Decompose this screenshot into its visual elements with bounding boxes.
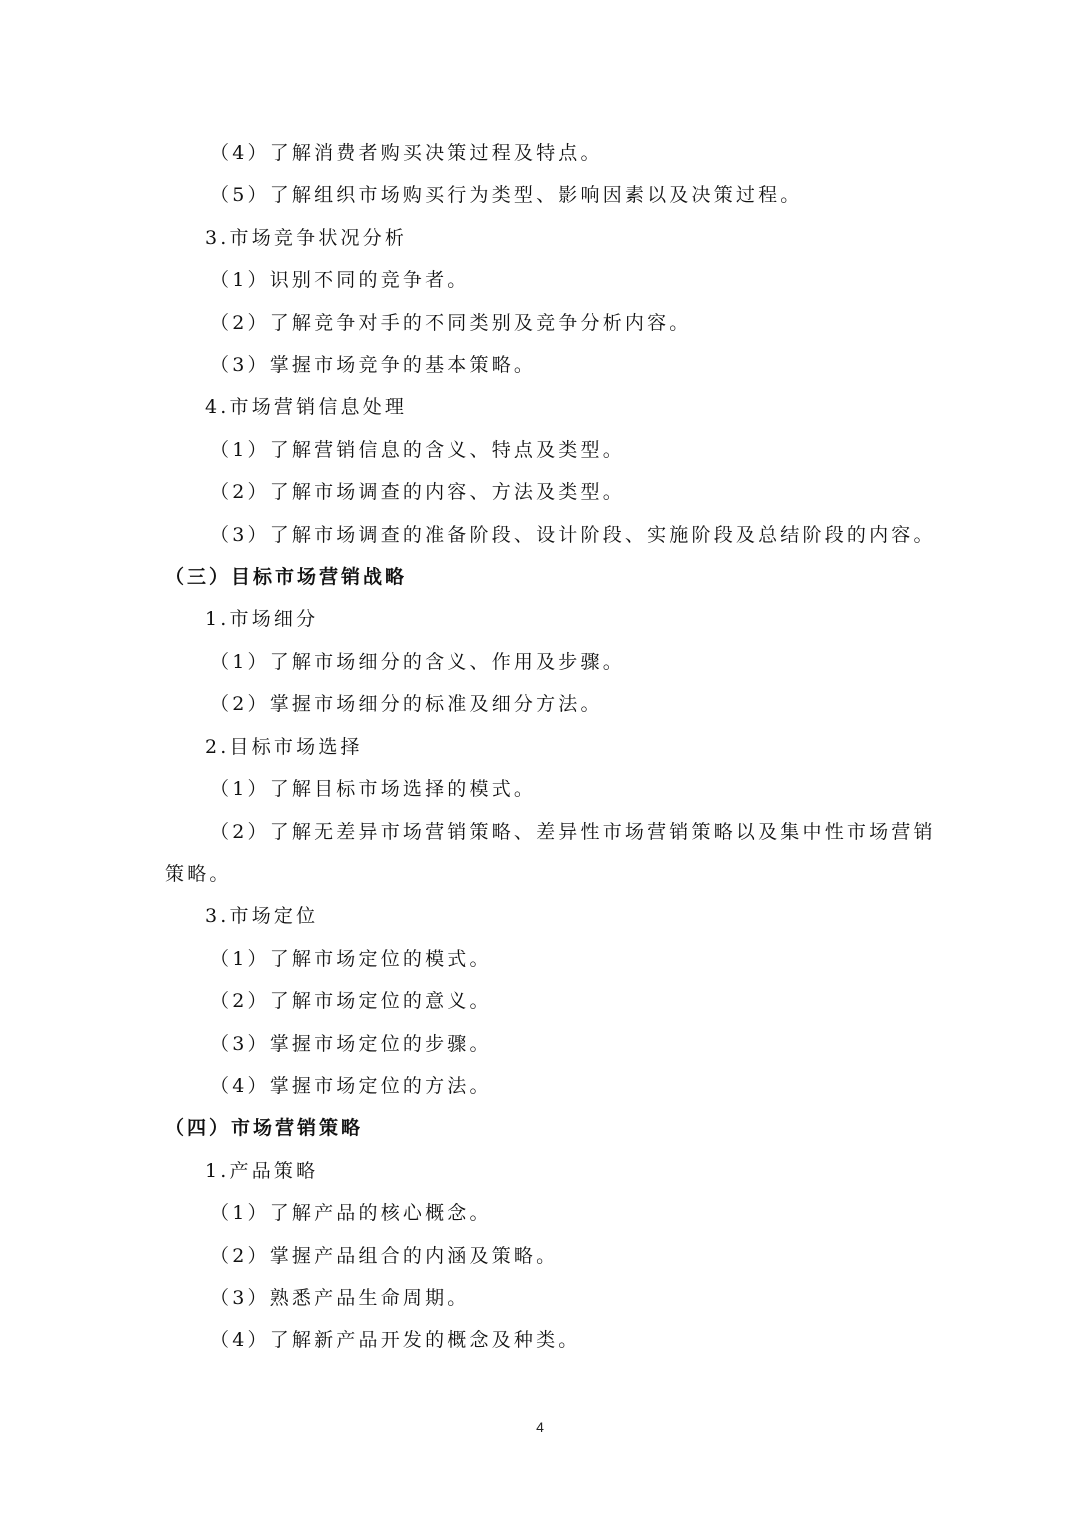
- list-item: （1）识别不同的竞争者。: [210, 269, 470, 291]
- list-item: （2）掌握市场细分的标准及细分方法。: [210, 693, 603, 715]
- sub-heading: 3.市场定位: [205, 905, 319, 927]
- sub-heading: 4.市场营销信息处理: [205, 396, 408, 418]
- list-item: （1）了解产品的核心概念。: [210, 1202, 492, 1224]
- list-item: （3）掌握市场竞争的基本策略。: [210, 354, 537, 376]
- list-item: （5）了解组织市场购买行为类型、影响因素以及决策过程。: [210, 184, 803, 206]
- list-item: （2）掌握产品组合的内涵及策略。: [210, 1245, 559, 1267]
- sub-heading: 1.市场细分: [205, 608, 319, 630]
- list-item: （1）了解营销信息的含义、特点及类型。: [210, 439, 625, 461]
- section-heading: （三）目标市场营销战略: [165, 566, 408, 588]
- list-item: （2）了解无差异市场营销策略、差异性市场营销策略以及集中性市场营销: [210, 821, 936, 843]
- list-item: （3）熟悉产品生命周期。: [210, 1287, 470, 1309]
- sub-heading: 3.市场竞争状况分析: [205, 227, 408, 249]
- page-number: 4: [536, 1419, 544, 1435]
- sub-heading: 2.目标市场选择: [205, 736, 363, 758]
- list-item-continuation: 策略。: [165, 863, 232, 885]
- sub-heading: 1.产品策略: [205, 1160, 319, 1182]
- list-item: （2）了解市场定位的意义。: [210, 990, 492, 1012]
- list-item: （4）了解消费者购买决策过程及特点。: [210, 142, 603, 164]
- list-item: （2）了解市场调查的内容、方法及类型。: [210, 481, 625, 503]
- list-item: （1）了解市场细分的含义、作用及步骤。: [210, 651, 625, 673]
- list-item: （2）了解竞争对手的不同类别及竞争分析内容。: [210, 312, 692, 334]
- list-item: （3）了解市场调查的准备阶段、设计阶段、实施阶段及总结阶段的内容。: [210, 524, 936, 546]
- list-item: （1）了解市场定位的模式。: [210, 948, 492, 970]
- section-heading: （四）市场营销策略: [165, 1117, 364, 1139]
- list-item: （4）掌握市场定位的方法。: [210, 1075, 492, 1097]
- list-item: （4）了解新产品开发的概念及种类。: [210, 1329, 581, 1351]
- list-item: （1）了解目标市场选择的模式。: [210, 778, 537, 800]
- list-item: （3）掌握市场定位的步骤。: [210, 1033, 492, 1055]
